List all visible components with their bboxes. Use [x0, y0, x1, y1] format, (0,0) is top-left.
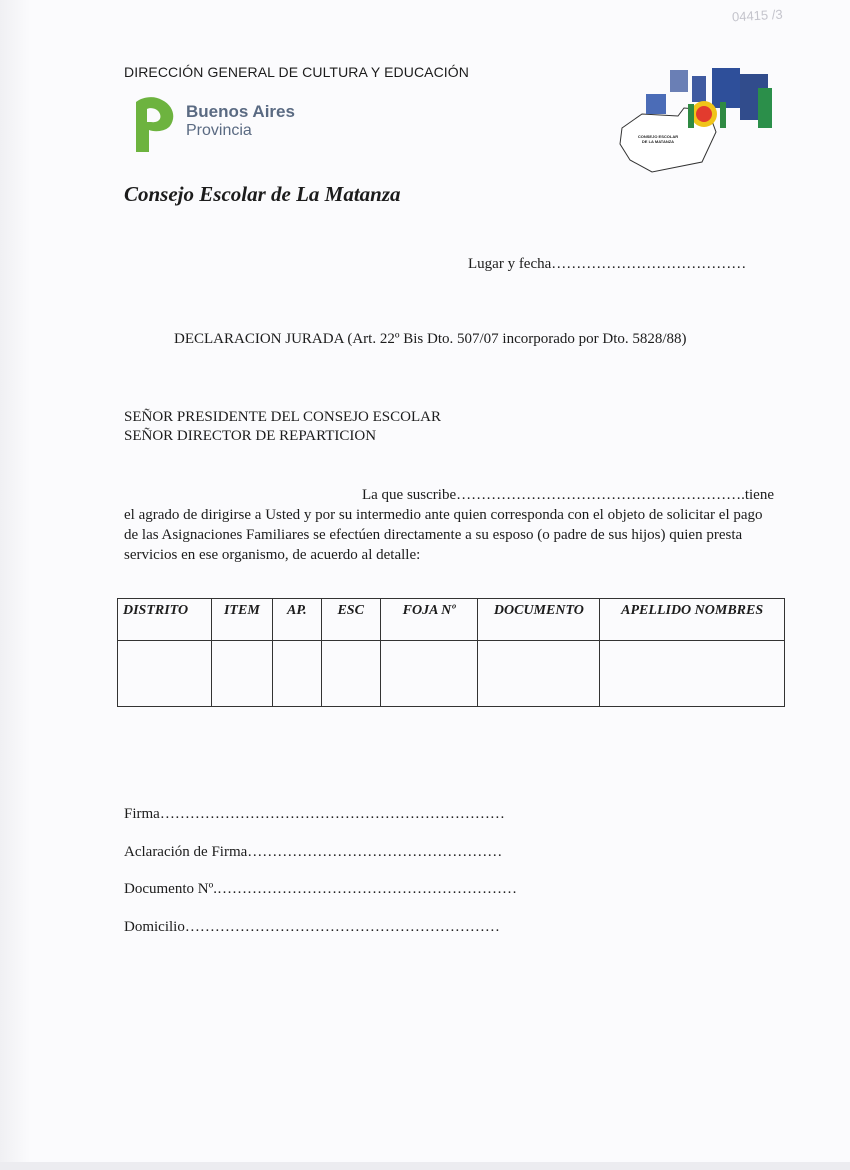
- place-date-field[interactable]: Lugar y fecha…………………………………: [468, 256, 747, 272]
- document-number-field[interactable]: Documento Nº.……………………………………………………: [124, 881, 517, 897]
- signature-clarification-field[interactable]: Aclaración de Firma……………………………………………: [124, 844, 503, 860]
- signature-field[interactable]: Firma……………………………………………………………: [124, 806, 505, 822]
- declaration-heading: DECLARACION JURADA (Art. 22º Bis Dto. 507/07 incorporado por Dto. 5828/88): [174, 331, 687, 347]
- buenos-aires-logo: [132, 96, 332, 156]
- signatory-line[interactable]: La que suscribe………………………………………………….tiene: [361, 487, 774, 503]
- body-text: el agrado de dirigirse a Usted y por su intermedio ante quien corresponda con el objeto de solicitar el pago de las Asignaciones Familiares se efectúen directamente a su esposo (o padre de sus hijos) quien presta servicios en ese organismo, de acuerdo al detalle:: [124, 507, 763, 563]
- council-title: Consejo Escolar de La Matanza: [124, 182, 401, 206]
- cell-item[interactable]: [211, 641, 272, 707]
- ministry-heading: DIRECCIÓN GENERAL DE CULTURA Y EDUCACIÓN: [124, 64, 469, 80]
- cell-foja[interactable]: [380, 641, 478, 707]
- cell-documento[interactable]: [478, 641, 600, 707]
- body-paragraph: [124, 485, 774, 565]
- column-header-ap: AP.: [272, 599, 321, 641]
- addressee: [124, 408, 441, 446]
- column-header-item: ITEM: [211, 599, 272, 641]
- column-header-foja: FOJA Nº: [380, 599, 478, 641]
- address-field[interactable]: Domicilio………………………………………………………: [124, 919, 500, 935]
- logo-text-buenos-aires: Buenos Aires: [186, 102, 295, 121]
- column-header-distrito: DISTRITO: [118, 599, 212, 641]
- consejo-emblem-icon: [612, 64, 782, 174]
- addressee-line-1: SEÑOR PRESIDENTE DEL CONSEJO ESCOLAR: [124, 409, 441, 425]
- addressee-line-2: SEÑOR DIRECTOR DE REPARTICION: [124, 428, 377, 444]
- province-map-icon: [132, 96, 178, 154]
- detail-table: [117, 598, 785, 707]
- table-row: [118, 641, 785, 707]
- page-edge-bottom: [0, 1162, 850, 1170]
- column-header-esc: ESC: [321, 599, 380, 641]
- column-header-documento: DOCUMENTO: [478, 599, 600, 641]
- consejo-escolar-logo: [612, 64, 782, 174]
- cell-ap[interactable]: [272, 641, 321, 707]
- consejo-logo-text: CONSEJO ESCOLAR DE LA MATANZA: [637, 134, 679, 144]
- cell-esc[interactable]: [321, 641, 380, 707]
- table-header-row: [118, 599, 785, 641]
- handwritten-page-mark: 04415 /3: [731, 6, 783, 25]
- page-edge: [0, 0, 30, 1170]
- cell-apellido-nombres[interactable]: [600, 641, 785, 707]
- cell-distrito[interactable]: [118, 641, 212, 707]
- column-header-apellido-nombres: APELLIDO NOMBRES: [600, 599, 785, 641]
- logo-text-provincia: Provincia: [186, 122, 252, 139]
